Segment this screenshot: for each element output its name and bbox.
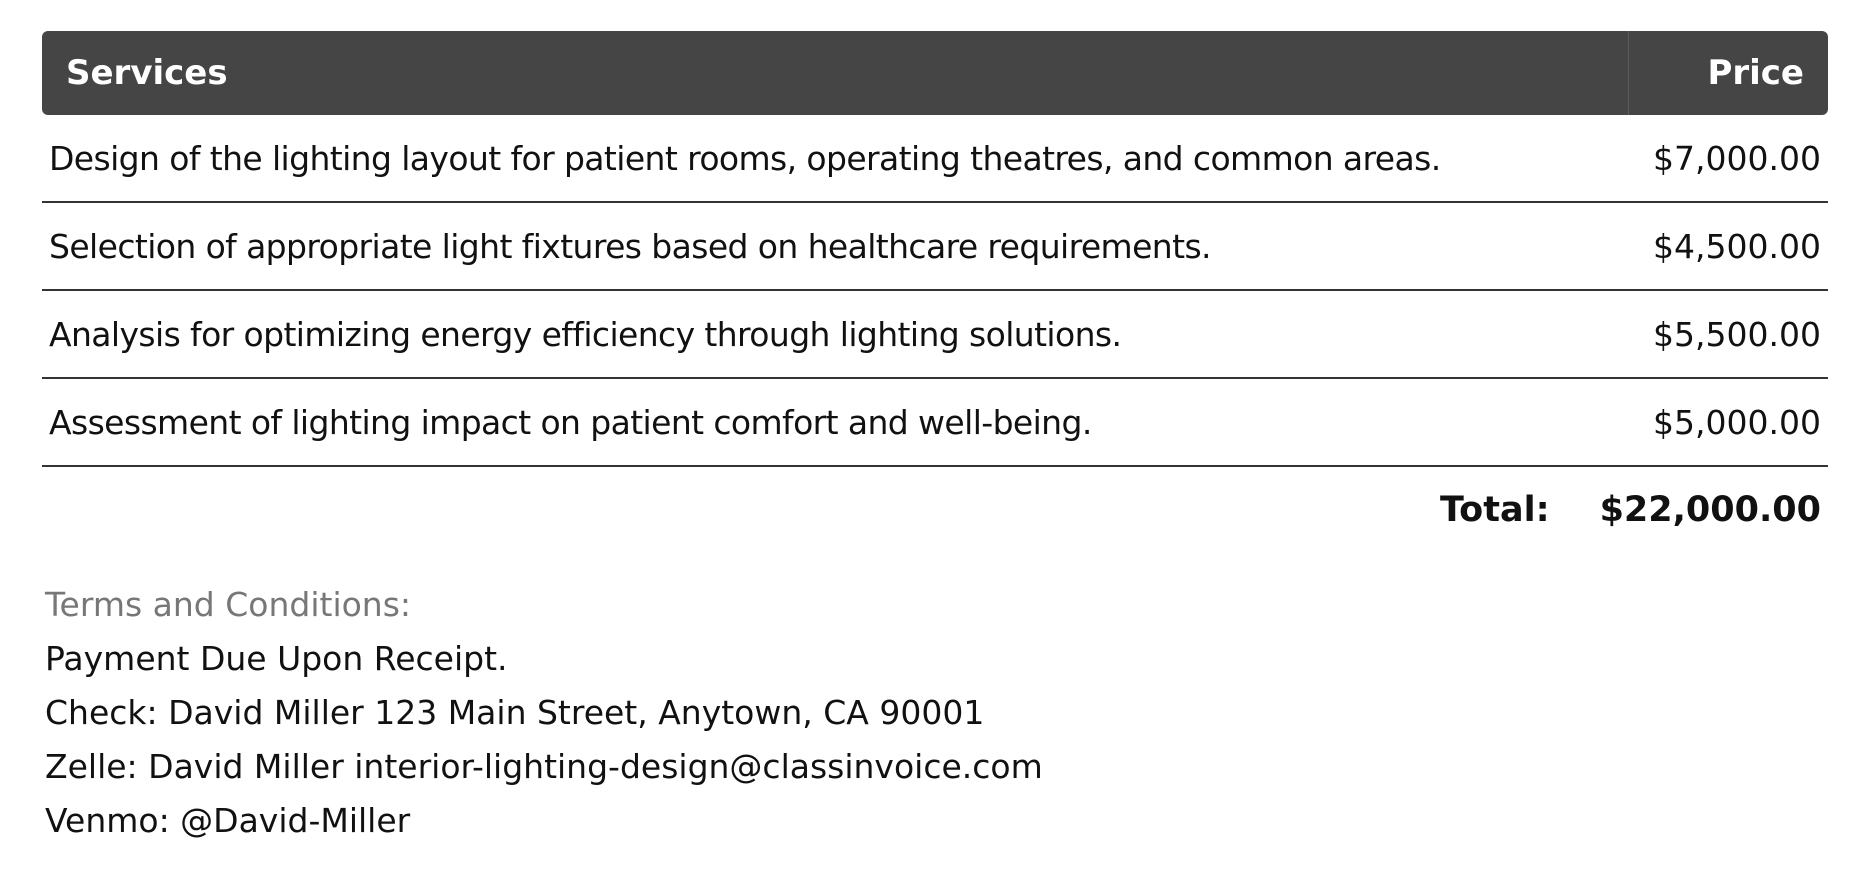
payment-terms-line: Payment Due Upon Receipt. <box>45 639 508 678</box>
services-column-header: Services <box>66 53 228 93</box>
services-table <box>42 31 1828 553</box>
total-label: Total: <box>1439 490 1550 530</box>
terms-section <box>45 578 1043 848</box>
check-payment-line: Check: David Miller 123 Main Street, Anytown, CA 90001 <box>45 693 985 732</box>
service-description: Design of the lighting layout for patient rooms, operating theatres, and common areas. <box>49 138 1441 178</box>
service-price: $4,500.00 <box>1653 226 1821 266</box>
table-header <box>42 31 1828 115</box>
zelle-payment-line: Zelle: David Miller interior-lighting-design@classinvoice.com <box>45 747 1043 786</box>
service-price: $5,500.00 <box>1653 314 1821 354</box>
table-row <box>42 291 1828 379</box>
table-row <box>42 115 1828 203</box>
total-row <box>42 467 1828 553</box>
price-column-header: Price <box>1628 31 1828 115</box>
service-description: Analysis for optimizing energy efficiency through lighting solutions. <box>49 314 1122 354</box>
service-description: Assessment of lighting impact on patient comfort and well-being. <box>49 402 1092 442</box>
venmo-payment-line: Venmo: @David-Miller <box>45 801 411 840</box>
table-row <box>42 203 1828 291</box>
service-description: Selection of appropriate light fixtures based on healthcare requirements. <box>49 226 1211 266</box>
terms-title: Terms and Conditions: <box>45 585 412 624</box>
service-price: $5,000.00 <box>1653 402 1821 442</box>
service-price: $7,000.00 <box>1653 138 1821 178</box>
table-row <box>42 379 1828 467</box>
total-value: $22,000.00 <box>1599 490 1821 530</box>
